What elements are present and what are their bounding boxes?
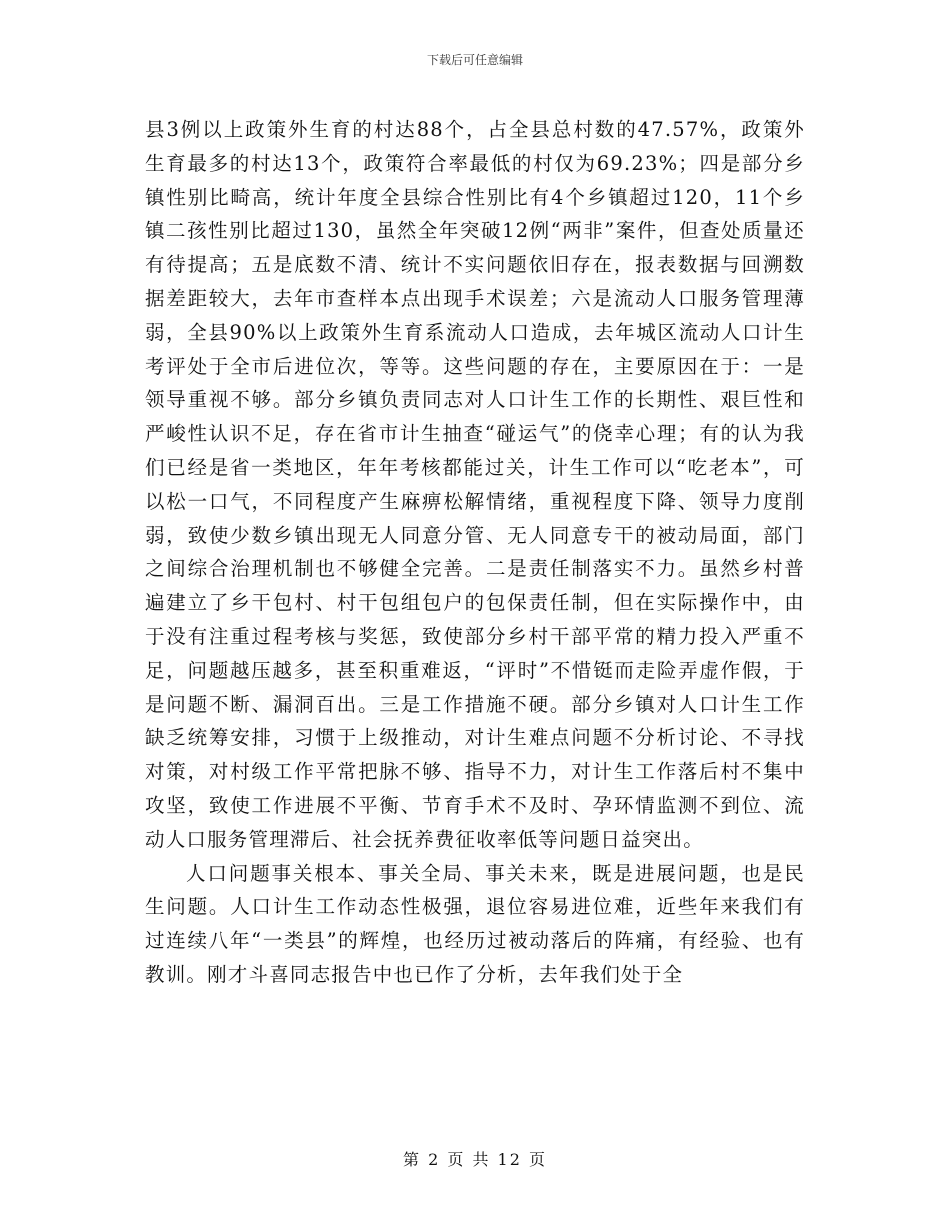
document-body [145,113,805,992]
paragraph-1: 县3例以上政策外生育的村达88个，占全县总村数的47.57%，政策外生育最多的村达13个，政策符合率最低的村仅为69.23%；四是部分乡镇性别比畸高，统计年度全县综合性别比有4个乡镇超过120，11个乡镇二孩性别比超过130，虽然全年突破12例“两非”案件，但查处质量还有待提高；五是底数不清、统计不实问题依旧存在，报表数据与回溯数据差距较大，去年市查样本点出现手术误差；六是流动人口服务管理薄弱，全县90%以上政策外生育系流动人口造成，去年城区流动人口计生考评处于全市后进位次，等等。这些问题的存在，主要原因在于：一是领导重视不够。部分乡镇负责同志对人口计生工作的长期性、艰巨性和严峻性认识不足，存在省市计生抽查“碰运气”的侥幸心理；有的认为我们已经是省一类地区，年年考核都能过关，计生工作可以“吃老本”，可以松一口气，不同程度产生麻痹松解情绪，重视程度下降、领导力度削弱，致使少数乡镇出现无人同意分管、无人同意专干的被动局面，部门之间综合治理机制也不够健全完善。二是责任制落实不力。虽然乡村普遍建立了乡干包村、村干包组包户的包保责任制，但在实际操作中，由于没有注重过程考核与奖惩，致使部分乡村干部平常的精力投入严重不足，问题越压越多，甚至积重难返，“评时”不惜铤而走险弄虚作假，于是问题不断、漏洞百出。三是工作措施不硬。部分乡镇对人口计生工作缺乏统筹安排，习惯于上级推动，对计生难点问题不分析讨论、不寻找对策，对村级工作平常把脉不够、指导不力，对计生工作落后村不集中攻坚，致使工作进展不平衡、节育手术不及时、孕环情监测不到位、流动人口服务管理滞后、社会抚养费征收率低等问题日益突出。 [145,118,805,851]
page-number: 第 2 页 共 12 页 [403,1150,547,1169]
paragraph-2: 人口问题事关根本、事关全局、事关未来，既是进展问题，也是民生问题。人口计生工作动态性极强，退位容易进位难，近些年来我们有过连续八年“一类县”的辉煌，也经历过被动落后的阵痛，有经验、也有教训。刚才斗喜同志报告中也已作了分析，去年我们处于全 [145,861,805,986]
page-header: 下载后可任意编辑 [426,53,523,67]
